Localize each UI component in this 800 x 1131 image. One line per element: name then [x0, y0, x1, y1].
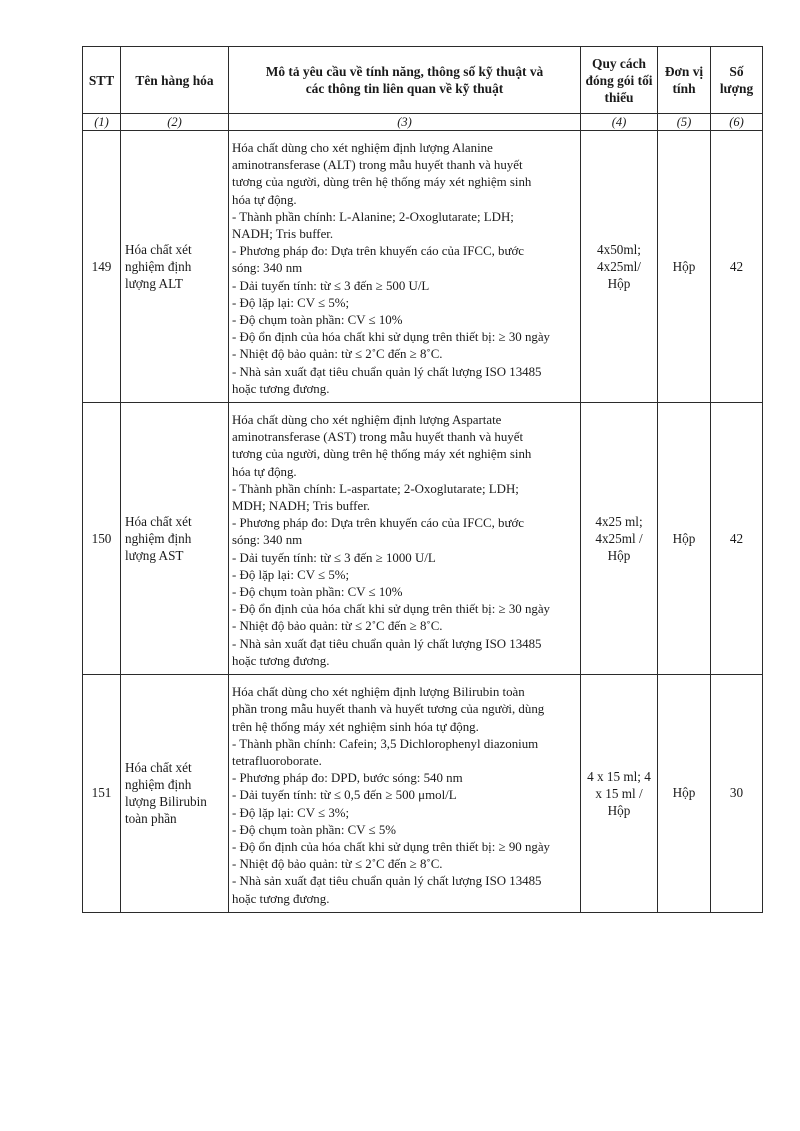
row-description [229, 131, 581, 403]
description-line: - Dải tuyến tính: từ ≤ 3 đến ≥ 1000 U/L [232, 550, 436, 565]
column-number: (3) [229, 114, 581, 131]
column-number: (2) [121, 114, 229, 131]
row-name: Hóa chất xét nghiệm định lượng AST [121, 403, 229, 675]
description-line: aminotransferase (AST) trong mẫu huyết thanh và huyết [232, 430, 524, 445]
description-line: - Thành phần chính: L-Alanine; 2-Oxoglutarate; LDH; [232, 209, 514, 224]
row-packaging: 4 x 15 ml; 4 x 15 ml / Hộp [581, 675, 658, 913]
row-packaging: 4x25 ml; 4x25ml / Hộp [581, 403, 658, 675]
description-line: - Nhiệt độ bảo quản: từ ≤ 2˚C đến ≥ 8˚C. [232, 619, 443, 634]
description-line: tương của người, dùng trên hệ thống máy xét nghiệm sinh [232, 175, 532, 190]
row-stt: 151 [83, 675, 121, 913]
description-line: hóa tự động. [232, 464, 297, 479]
description-line: - Thành phần chính: Cafein; 3,5 Dichlorophenyl diazonium [232, 736, 539, 751]
description-line: tetrafluoroborate. [232, 753, 322, 768]
description-line: - Phương pháp đo: Dựa trên khuyến cáo của IFCC, bước [232, 244, 524, 259]
column-number-row [83, 114, 763, 131]
description-line: - Độ chụm toàn phần: CV ≤ 5% [232, 822, 397, 837]
table-row [83, 403, 763, 675]
description-line: Hóa chất dùng cho xét nghiệm định lượng Aspartate [232, 413, 502, 428]
description-line: tương của người, dùng trên hệ thống máy xét nghiệm sinh [232, 447, 532, 462]
description-line: hoặc tương đương. [232, 381, 330, 396]
column-number: (1) [83, 114, 121, 131]
description-line: - Nhiệt độ bảo quản: từ ≤ 2˚C đến ≥ 8˚C. [232, 347, 443, 362]
row-quantity: 42 [711, 403, 763, 675]
description-line: - Nhà sản xuất đạt tiêu chuẩn quản lý chất lượng ISO 13485 [232, 636, 542, 651]
row-name: Hóa chất xét nghiệm định lượng ALT [121, 131, 229, 403]
description-line: - Độ ổn định của hóa chất khi sử dụng trên thiết bị: ≥ 30 ngày [232, 602, 551, 617]
description-line: - Độ ổn định của hóa chất khi sử dụng trên thiết bị: ≥ 90 ngày [232, 839, 551, 854]
column-number: (6) [711, 114, 763, 131]
description-line: - Phương pháp đo: DPD, bước sóng: 540 nm [232, 771, 463, 786]
column-number: (4) [581, 114, 658, 131]
row-description [229, 675, 581, 913]
header-packaging: Quy cách đóng gói tối thiểu [581, 47, 658, 114]
description-line: MDH; NADH; Tris buffer. [232, 499, 370, 514]
description-line: Hóa chất dùng cho xét nghiệm định lượng Bilirubin toàn [232, 685, 525, 700]
column-number: (5) [658, 114, 711, 131]
description-line: hoặc tương đương. [232, 891, 330, 906]
description-line: trên hệ thống máy xét nghiệm sinh hóa tự động. [232, 719, 479, 734]
description-line: NADH; Tris buffer. [232, 227, 334, 242]
description-line: hoặc tương đương. [232, 653, 330, 668]
description-line: - Độ ổn định của hóa chất khi sử dụng trên thiết bị: ≥ 30 ngày [232, 330, 551, 345]
row-unit: Hộp [658, 403, 711, 675]
row-stt: 150 [83, 403, 121, 675]
header-quantity: Số lượng [711, 47, 763, 114]
row-unit: Hộp [658, 675, 711, 913]
row-quantity: 42 [711, 131, 763, 403]
description-line: - Độ chụm toàn phần: CV ≤ 10% [232, 313, 403, 328]
row-quantity: 30 [711, 675, 763, 913]
description-line: - Độ lặp lại: CV ≤ 5%; [232, 567, 350, 582]
row-name: Hóa chất xét nghiệm định lượng Bilirubin toàn phần [121, 675, 229, 913]
description-line: - Nhà sản xuất đạt tiêu chuẩn quản lý chất lượng ISO 13485 [232, 874, 542, 889]
description-line: sóng: 340 nm [232, 261, 303, 276]
description-line: - Nhà sản xuất đạt tiêu chuẩn quản lý chất lượng ISO 13485 [232, 364, 542, 379]
row-stt: 149 [83, 131, 121, 403]
row-unit: Hộp [658, 131, 711, 403]
spec-table [82, 46, 763, 913]
row-description [229, 403, 581, 675]
header-name: Tên hàng hóa [121, 47, 229, 114]
description-line: - Độ lặp lại: CV ≤ 3%; [232, 805, 350, 820]
table-row [83, 675, 763, 913]
header-row [83, 47, 763, 114]
description-line: - Độ chụm toàn phần: CV ≤ 10% [232, 585, 403, 600]
description-line: Hóa chất dùng cho xét nghiệm định lượng Alanine [232, 141, 493, 155]
description-line: - Nhiệt độ bảo quản: từ ≤ 2˚C đến ≥ 8˚C. [232, 857, 443, 872]
header-description: Mô tả yêu cầu về tính năng, thông số kỹ thuật và các thông tin liên quan về kỹ thuật [229, 47, 581, 114]
row-packaging: 4x50ml; 4x25ml/ Hộp [581, 131, 658, 403]
description-line: sóng: 340 nm [232, 533, 303, 548]
table-row [83, 131, 763, 403]
description-line: phần trong mẫu huyết thanh và huyết tương của người, dùng [232, 702, 545, 717]
header-stt: STT [83, 47, 121, 114]
description-line: aminotransferase (ALT) trong mẫu huyết thanh và huyết [232, 158, 523, 173]
description-line: hóa tự động. [232, 192, 297, 207]
description-line: - Dải tuyến tính: từ ≤ 0,5 đến ≥ 500 μmol/L [232, 788, 457, 803]
description-line: - Dải tuyến tính: từ ≤ 3 đến ≥ 500 U/L [232, 278, 430, 293]
description-line: - Thành phần chính: L-aspartate; 2-Oxoglutarate; LDH; [232, 481, 519, 496]
description-line: - Độ lặp lại: CV ≤ 5%; [232, 295, 350, 310]
header-unit: Đơn vị tính [658, 47, 711, 114]
description-line: - Phương pháp đo: Dựa trên khuyến cáo của IFCC, bước [232, 516, 524, 531]
